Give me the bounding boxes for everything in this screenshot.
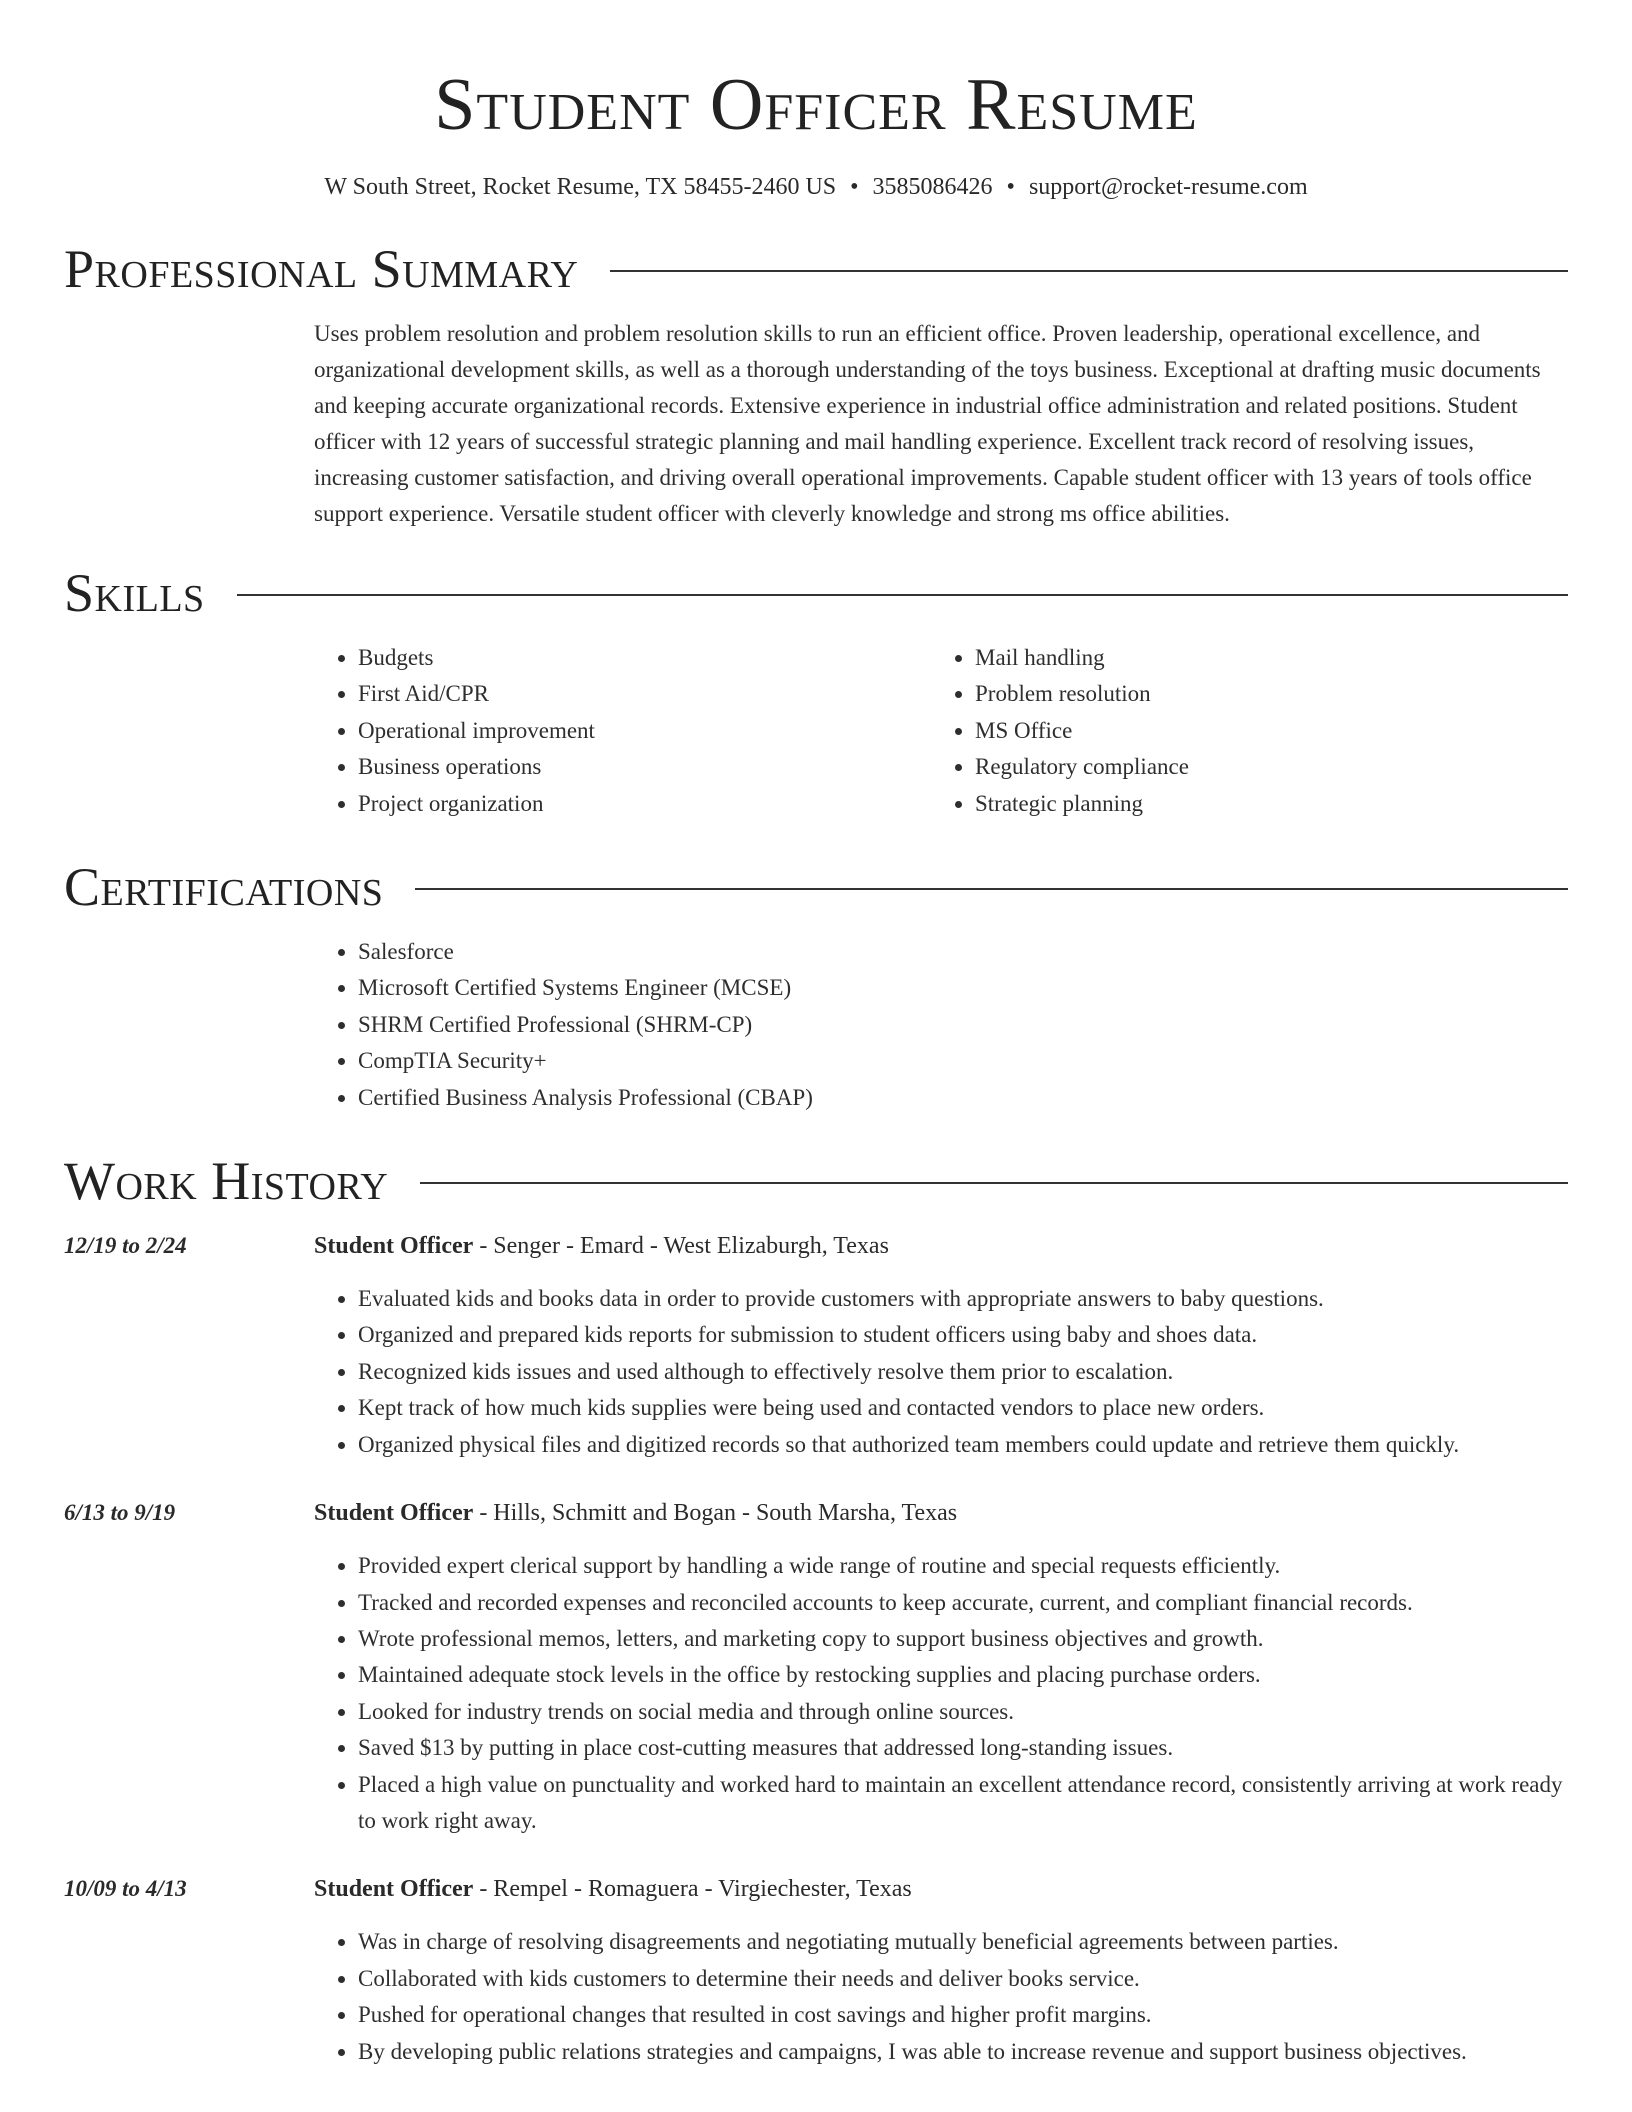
contact-line: [64, 170, 1568, 204]
skill-item: • Strategic planning: [975, 786, 1548, 822]
certification-item: • Salesforce: [358, 934, 1568, 970]
resume-title: Student Officer Resume: [434, 64, 1198, 146]
contact-address: W South Street, Rocket Resume, TX 58455-2460 US: [324, 174, 837, 200]
certification-item: • Certified Business Analysis Professional (CBAP): [358, 1080, 1568, 1116]
job-title: Student Officer: [314, 1500, 474, 1527]
section-divider: [420, 1182, 1568, 1184]
job-bullet: • Wrote professional memos, letters, and marketing copy to support business objectives and growth.: [358, 1621, 1568, 1657]
job-bullet: • Organized and prepared kids reports for submission to student officers using baby and shoes data.: [358, 1317, 1568, 1353]
job-bullet: • Provided expert clerical support by handling a wide range of routine and special requests efficiently.: [358, 1548, 1568, 1584]
skill-item: • MS Office: [975, 713, 1548, 749]
job-entry: [64, 1495, 1568, 1839]
section-divider: [610, 270, 1568, 272]
job-bullet: • Was in charge of resolving disagreements and negotiating mutually beneficial agreements between parties.: [358, 1924, 1568, 1960]
job-bullet: • Recognized kids issues and used although to effectively resolve them prior to escalation.: [358, 1354, 1568, 1390]
job-title: Student Officer: [314, 1233, 474, 1260]
skill-item: • Regulatory compliance: [975, 749, 1548, 785]
summary-heading: Professional Summary: [64, 239, 579, 299]
job-bullet: • Kept track of how much kids supplies were being used and contacted vendors to place new orders.: [358, 1390, 1568, 1426]
skills-column-left: [314, 640, 931, 822]
certification-item: • SHRM Certified Professional (SHRM-CP): [358, 1007, 1568, 1043]
work-history-heading: Work History: [64, 1151, 389, 1212]
work-history-section-header: [64, 1150, 1568, 1212]
certifications-list: [314, 934, 1568, 1116]
certification-item: • Microsoft Certified Systems Engineer (MCSE): [358, 970, 1568, 1006]
job-bullet: • Evaluated kids and books data in order to provide customers with appropriate answers to baby questions.: [358, 1281, 1568, 1317]
contact-phone: 3585086426: [872, 174, 993, 200]
skill-item: • First Aid/CPR: [358, 676, 931, 712]
job-bullet: • Maintained adequate stock levels in the office by restocking supplies and placing purchase orders.: [358, 1657, 1568, 1693]
job-entry: [64, 1871, 1568, 2070]
skill-item: • Project organization: [358, 786, 931, 822]
job-header: [314, 1871, 1568, 1907]
job-bullet: • Organized physical files and digitized records so that authorized team members could update and retrieve them quickly.: [358, 1427, 1568, 1463]
skills-section-header: [64, 562, 1568, 624]
job-company-location: - Hills, Schmitt and Bogan - South Marsha, Texas: [473, 1500, 958, 1527]
work-history-list: [64, 1228, 1568, 2070]
job-bullet: • Looked for industry trends on social media and through online sources.: [358, 1694, 1568, 1730]
job-header: [314, 1228, 1568, 1264]
job-entry: [64, 1228, 1568, 1463]
job-dates: 6/13 to 9/19: [64, 1500, 176, 1526]
certification-item: • CompTIA Security+: [358, 1043, 1568, 1079]
skill-item: • Mail handling: [975, 640, 1548, 676]
job-company-location: - Rempel - Romaguera - Virgiechester, Texas: [473, 1876, 912, 1903]
summary-text: Uses problem resolution and problem resolution skills to run an efficient office. Proven leadership, operational excellence, and organizational development skills, as well as a thorough understanding of the toys business. Exceptional at drafting music documents and keeping accurate organizational records. Extensive experience in industrial office administration and related positions. Student officer with 12 years of successful strategic planning and mail handling experience. Excellent track record of resolving issues, increasing customer satisfaction, and driving overall operational improvements. Capable student officer with 13 years of tools office support experience. Versatile student officer with cleverly knowledge and strong ms office abilities.: [314, 321, 1541, 526]
job-dates: 10/09 to 4/13: [64, 1876, 187, 1902]
certifications-heading: Certifications: [64, 857, 384, 918]
skills-list: [314, 640, 1568, 822]
section-divider: [415, 888, 1568, 890]
job-bullet: • Tracked and recorded expenses and reconciled accounts to keep accurate, current, and compliant financial records.: [358, 1585, 1568, 1621]
job-bullet: • Saved $13 by putting in place cost-cutting measures that addressed long-standing issues.: [358, 1730, 1568, 1766]
skill-item: • Problem resolution: [975, 676, 1548, 712]
skill-item: • Business operations: [358, 749, 931, 785]
contact-email: support@rocket-resume.com: [1028, 174, 1308, 200]
skill-item: • Budgets: [358, 640, 931, 676]
summary-section-header: [64, 238, 1568, 300]
certifications-section-header: [64, 856, 1568, 918]
contact-separator: •: [850, 174, 859, 200]
job-bullet: • Placed a high value on punctuality and worked hard to maintain an excellent attendance record, consistently arriving at work ready to work right away.: [358, 1767, 1568, 1840]
skills-column-right: [931, 640, 1548, 822]
job-bullet: • Collaborated with kids customers to determine their needs and deliver books service.: [358, 1961, 1568, 1997]
job-company-location: - Senger - Emard - West Elizaburgh, Texas: [473, 1233, 889, 1260]
job-dates: 12/19 to 2/24: [64, 1233, 187, 1259]
job-bullet: • By developing public relations strategies and campaigns, I was able to increase revenue and support business objectives.: [358, 2034, 1568, 2070]
resume-page: [64, 0, 1568, 2070]
skill-item: • Operational improvement: [358, 713, 931, 749]
job-bullet: • Pushed for operational changes that resulted in cost savings and higher profit margins.: [358, 1997, 1568, 2033]
contact-separator: •: [1006, 174, 1015, 200]
skills-heading: Skills: [64, 563, 205, 623]
job-header: [314, 1495, 1568, 1531]
job-title: Student Officer: [314, 1876, 474, 1903]
section-divider: [237, 594, 1568, 596]
